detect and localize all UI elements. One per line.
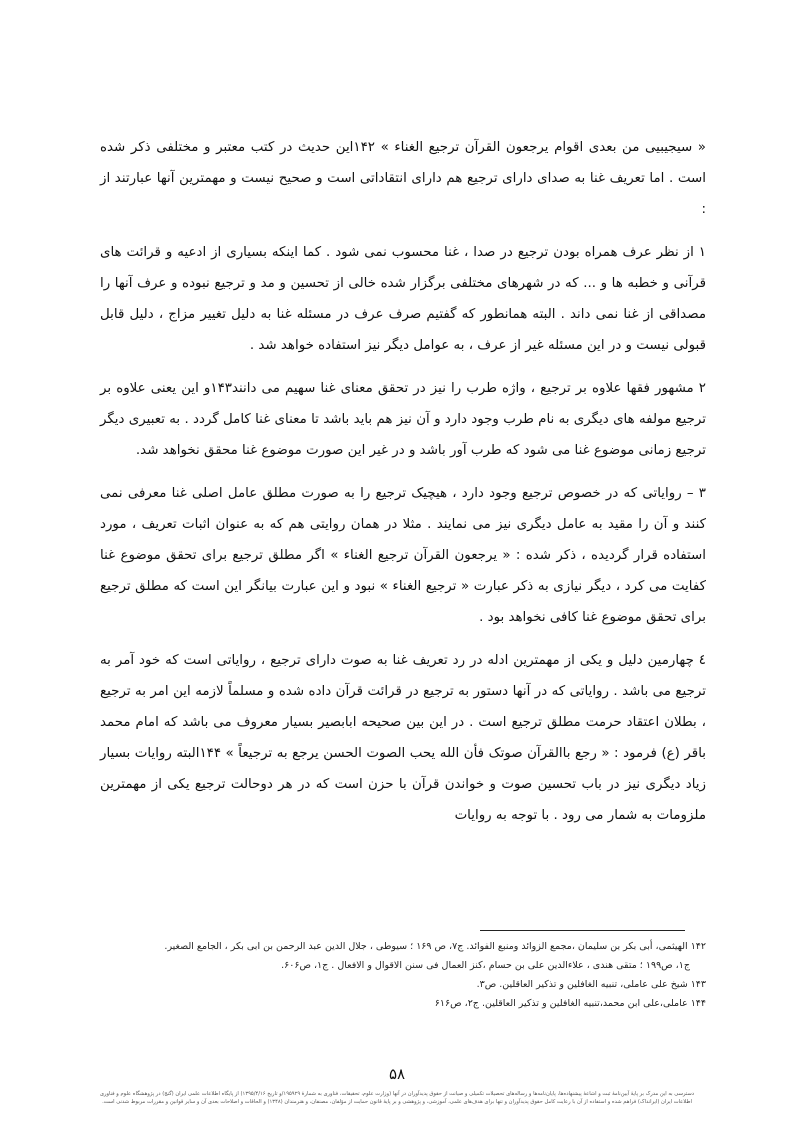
paragraph-point-1: ۱ از نظر عرف همراه بودن ترجیع در صدا ، غنا محسوب نمی شود . کما اینکه بسیاری از ادعیه و قرائت های قرآنی و خطبه ها و ... که در شهرهای مختلفی برگزار شده خالی از تحسین و مد و ترجیع نبوده و عرف آنها را مصداقی از غنا نمی داند . البته همانطور که گفتیم صرف عرف در مسئله غنا به دلیل تغییر مزاج ، دلیل قابل قبولی نیست و در این مسئله غیر از عرف ، به عوامل دیگر نیز استفاده خواهد شد .: [100, 245, 706, 353]
footnote-144: ۱۴۴ عاملی،علی ابن محمد،تنبیه الغافلین و تذکیر العاقلین. ج۲، ص۶۱۶: [434, 998, 706, 1009]
paragraph-intro: « سیجیبیی من بعدی اقوام یرجعون القرآن ترجیع الغناء » ۱۴۲این حدیث در کتب معتبر و مختلفی ذکر شده است . اما تعریف غنا به صدای دارای ترجیع هم دارای انتقاداتی است و صحیح نیست و مهمترین آنها عبارتند از :: [100, 140, 706, 217]
paragraph-point-2: ۲ مشهور فقها علاوه بر ترجیع ، واژه طرب را نیز در تحقق معنای غنا سهیم می دانند۱۴۳و این یعنی علاوه بر ترجیع مولفه های دیگری به نام طرب وجود دارد و آن نیز هم باید باشد تا معنای غنا کامل گردد . به تعبیری دیگر ترجیع زمانی موضوع غنا می شود که طرب آور باشد و در غیر این صورت موضوع غنا محقق نخواهد شد.: [100, 381, 706, 458]
paragraph-point-4: ٤ چهارمین دلیل و یکی از مهمترین ادله در رد تعریف غنا به صوت دارای ترجیع ، روایاتی است که خود آمر به ترجیع می باشد . روایاتی که در آنها دستور به ترجیع در قرائت قرآن داده شده و مسلماً لازمه این امر به ترجیع ، بطلان اعتقاد حرمت مطلق ترجیع است . در این بین صحیحه ابابصیر بسیار معروف می باشد که امام محمد باقر (ع) فرمود : « رجع باالقرآن صوتک فأن الله یحب الصوت الحسن یرجع به ترجیعاً » ۱۴۴البته روایات بسیار زیاد دیگری نیز در باب تحسین صوت و خواندن قرآن با حزن است که در هر دوحالت ترجیع یکی از مهمترین ملزومات به شمار می رود . با توجه به روایات: [100, 653, 706, 823]
access-notice-line-1: دسترسی به این مدرک بر پایهٔ آیین‌نامهٔ ثبت و اشاعهٔ پیشنهاده‌ها، پایان‌نامه‌ها و رساله‌های تحصیلات تکمیلی و صیانت از حقوق پدیدآوران در آنها (وزارت علوم، تحقیقات، فناوری به شمارهٔ ۱۹۵۹۲۹/و تاریخ ۱۳۹۵/۴/۱۶) از پایگاه اطلاعات علمی ایران (گنج) در پژوهشگاه علوم و فناوری: [99, 1091, 695, 1097]
access-notice-line-2: اطلاعات ایران (ایرانداک) فراهم شده و استفاده از آن با رعایت کامل حقوق پدیدآوران و تنها برای هدف‌های علمی، آموزشی، و پژوهشی و بر پایهٔ قانون حمایت از مؤلفان، مصنفان، و هنرمندان (۱۳۴۸) و الحاقات و اصلاحات بعدی آن و سایر قوانین و مقررات مربوط شدنی است.: [102, 1099, 692, 1105]
body-text: [100, 132, 706, 843]
footnotes: [100, 937, 706, 1013]
page-number: ۵۸: [388, 1065, 406, 1083]
footnote-142: ۱۴۲ الهیثمی، أبی بکر بن سلیمان ،مجمع الزوائد ومنبع الفوائد. ج۷، ص ۱۶۹ ؛ سیوطی ، جلال الدین عبد الرحمن بن ابی بکر ، الجامع الصغیر.: [164, 941, 706, 952]
footnote-divider: [480, 930, 685, 931]
footnote-143: ۱۴۳ شیخ علی عاملی، تنبیه الغافلین و تذکیر العاقلین. ص۳.: [476, 979, 706, 990]
access-notice: [4, 1090, 790, 1106]
footnote-142-continued: ج۱، ص۱۹۹ ؛ متقی هندی ، علاءالدین علی بن حسام ،کنز العمال فی سنن الاقوال و الافعال . ج۱، ص۶۰۶.: [281, 960, 690, 971]
paragraph-point-3: ۳ – روایاتی که در خصوص ترجیع وجود دارد ، هیچیک ترجیع را به صورت مطلق عامل اصلی غنا معرفی نمی کنند و آن را مقید به عامل دیگری نیز می نمایند . مثلا در همان روایتی هم که به عنوان اثبات تعریف ، مورد استفاده قرار گردیده ، ذکر شده : « یرجعون القرآن ترجیع الغناء » اگر مطلق ترجیع برای تحقق موضوع غنا کفایت می کرد ، دیگر نیازی به ذکر عبارت « ترجیع الغناء » نبود و این عبارت بیانگر این است که مطلق ترجیع برای تحقق موضوع غنا کافی نخواهد بود .: [100, 486, 706, 625]
